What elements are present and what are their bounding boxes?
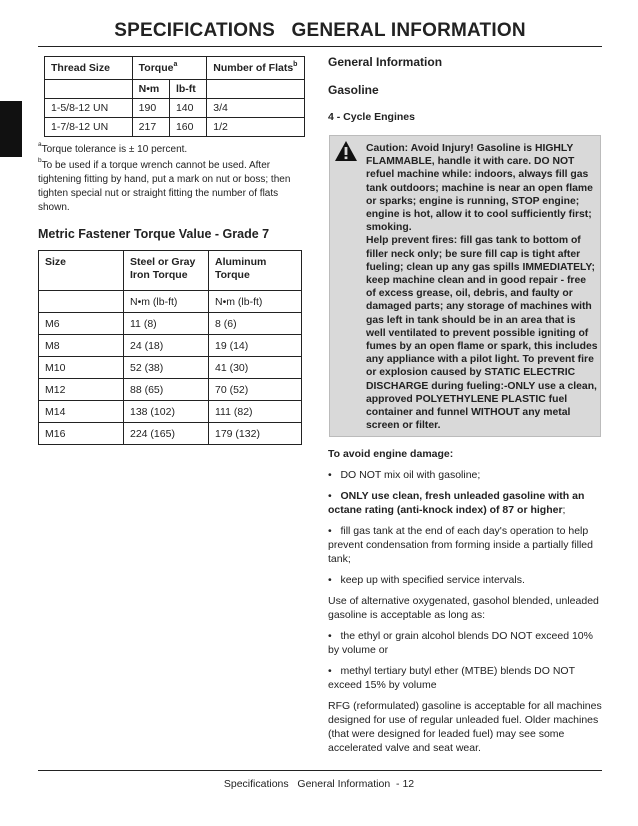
- torque-header: Torque$^a$: [132, 57, 207, 80]
- size-header: Size: [39, 251, 124, 291]
- engine-damage-section: [328, 447, 602, 762]
- nm-header: N•m: [132, 80, 169, 99]
- list-item: • DO NOT mix oil with gasoline;: [328, 469, 481, 481]
- caution-text: [366, 142, 598, 432]
- paragraph: Use of alternative oxygenated, gasohol blended, unleaded gasoline is acceptable as long as:: [328, 595, 599, 621]
- empty-cell: [39, 291, 124, 313]
- aluminum-header: Aluminum Torque: [209, 251, 302, 291]
- list-item: • the ethyl or grain alcohol blends DO NOT exceed 10% by volume or: [328, 630, 593, 656]
- list-item: • methyl tertiary butyl ether (MTBE) blends DO NOT exceed 15% by volume: [328, 665, 575, 691]
- list-item: • keep up with specified service intervals.: [328, 574, 525, 586]
- table-row: M12 88 (65) 70 (52): [39, 379, 302, 401]
- page-footer: Specifications General Information - 12: [223, 778, 415, 790]
- steel-header: Steel or Gray Iron Torque: [124, 251, 209, 291]
- metric-torque-table: [38, 250, 302, 445]
- lbft-header: lb-ft: [169, 80, 206, 99]
- thread-torque-table: [44, 56, 305, 137]
- table-row: 1-7/8-12 UN 217 160 1/2: [45, 118, 305, 137]
- list-item: • fill gas tank at the end of each day's operation to help prevent condensation from forming inside a partially filled tank;: [328, 525, 593, 565]
- table-row: M6 11 (8) 8 (6): [39, 313, 302, 335]
- footnote-b: $^b$To be used if a torque wrench cannot be used. After tightening fitting by hand, put a mark on nut or boss; then tighten special nut or straight fitting the number of flats shown.: [38, 157, 291, 213]
- thread-size-header: Thread Size: [45, 57, 133, 80]
- footer-rule: [38, 770, 602, 771]
- steel-unit: N•m (lb-ft): [124, 291, 209, 313]
- aluminum-unit: N•m (lb-ft): [209, 291, 302, 313]
- empty-cell: [45, 80, 133, 99]
- flats-header: Number of Flats$^b$: [207, 57, 305, 80]
- warning-icon: [334, 140, 358, 162]
- table-row: M10 52 (38) 41 (30): [39, 357, 302, 379]
- gasoline-heading: Gasoline: [328, 83, 379, 97]
- avoid-damage-heading: To avoid engine damage:: [328, 448, 454, 460]
- table-row: 1-5/8-12 UN 190 140 3/4: [45, 99, 305, 118]
- general-info-heading: General Information: [328, 55, 443, 69]
- list-item: • ONLY use clean, fresh unleaded gasoline with an octane rating (anti-knock index) of 87 or higher;: [328, 490, 585, 516]
- caution-paragraph: Caution: Avoid Injury! Gasoline is HIGHLY FLAMMABLE, handle it with care. DO NOT refuel machine while: indoors, always fill gas tank outdoors; machine is near an open flame or sparks; engine is running, STOP engine; engine is hot, allow it to cool sufficiently first; smoking.: [366, 143, 593, 234]
- page-title: SPECIFICATIONS GENERAL INFORMATION: [38, 16, 602, 47]
- empty-cell: [207, 80, 305, 99]
- footnote-a: $^a$Torque tolerance is ± 10 percent.: [38, 141, 188, 155]
- metric-heading: Metric Fastener Torque Value - Grade 7: [38, 227, 270, 241]
- section-tab-marker: [0, 101, 22, 157]
- paragraph: RFG (reformulated) gasoline is acceptable for all machines designed for use of regular unleaded fuel. Older machines (that were designed for leaded fuel) may see some accelerated valve and seat wear.: [328, 700, 602, 754]
- fire-prevention-paragraph: Help prevent fires: fill gas tank to bottom of filler neck only; be sure fill cap is tight after fueling; clean up any gas spills IMMEDIATELY; keep machine clean and in good repair - free of excess grease, oil, debris, and faulty or damaged parts; any storage of machines with gas left in tank should be in an area that is well ventilated to prevent possible igniting of fumes by an open flame or spark, this includes any appliance with a pilot light. To prevent fire or explosion caused by STATIC ELECTRIC DISCHARGE during fueling:-ONLY use a clean, approved POLYETHYLENE PLASTIC fuel container and funnel WITHOUT any metal screen or filter.: [366, 235, 598, 432]
- table-row: M16 224 (165) 179 (132): [39, 423, 302, 445]
- table-row: M14 138 (102) 111 (82): [39, 401, 302, 423]
- engines-subheading: 4 - Cycle Engines: [328, 111, 415, 123]
- caution-box: [329, 135, 601, 437]
- table-row: M8 24 (18) 19 (14): [39, 335, 302, 357]
